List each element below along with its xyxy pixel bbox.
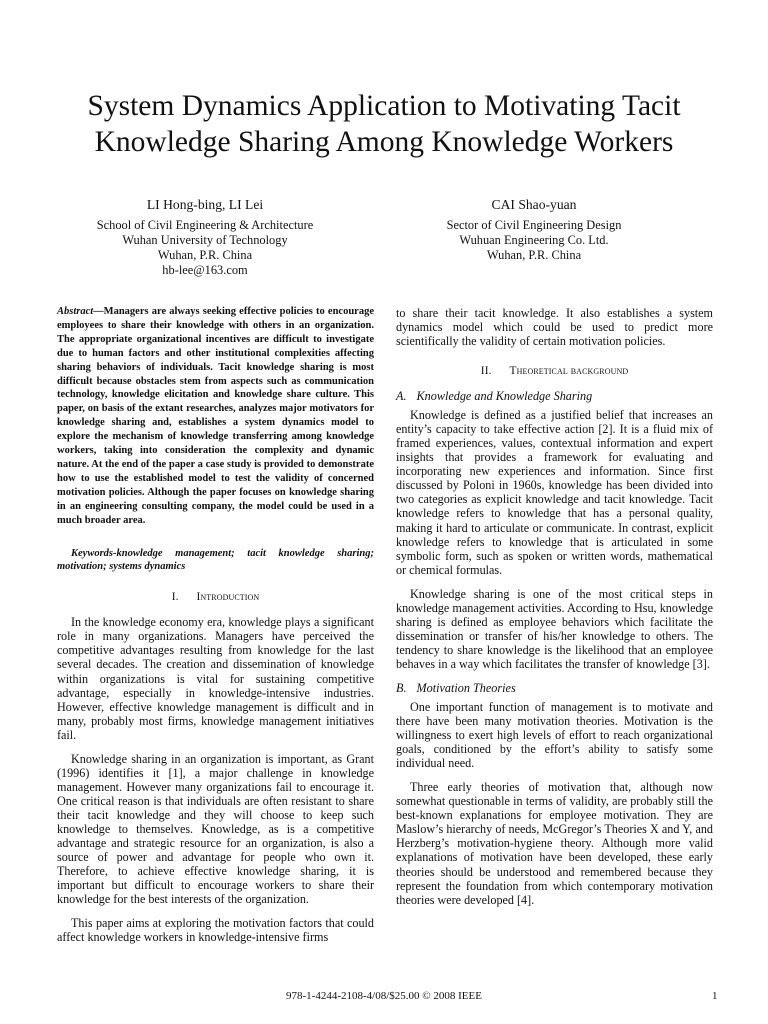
paragraph: Knowledge sharing is one of the most critical steps in knowledge management activities. According to Hsu, knowledge sharing is defined as employee behaviors which facilitate the dissemination or transfer of his/her knowledge to others. The tendency to share knowledge is the likelihood that an employee behaves in a way which facilitates the transfer of knowledge [3]. [396, 586, 713, 671]
paragraph: In the knowledge economy era, knowledge plays a significant role in many organizations. Managers have perceived the competitive advantages resulting from knowledge for the last several decades. The creation and dissemination of knowledge within organizations is vital for sustaining competitive advantage, especially in knowledge-intensive industries. However, effective knowledge management is difficult and in many, probably most firms, knowledge management initiatives fail. [57, 615, 374, 742]
paragraph: to share their tacit knowledge. It also establishes a system dynamics model which could be used to predict more scientifically the validity of certain motivation policies. [396, 306, 713, 349]
subsection-heading-a [396, 389, 713, 403]
paper-title [40, 88, 728, 160]
paragraph: This paper aims at exploring the motivation factors that could affect knowledge workers in knowledge-intensive firms [57, 916, 374, 945]
author-affiliation: Wuhuan Engineering Co. Ltd. [459, 233, 609, 247]
subsection-number: A. [396, 389, 407, 404]
author-name: LI Hong-bing, LI Lei [146, 197, 264, 212]
page-number: 1 [712, 990, 718, 1002]
paragraph: Three early theories of motivation that, although now somewhat questionable in terms of validity, are probably still the best-known explanations for employee motivation. They are Maslow’s hierarchy of needs, McGregor’s Theories X and Y, and Herzberg’s motivation-hygiene theory. Although more valid explanations of motivation have been developed, these early theories should be understood and remembered because they represent the foundation from which contemporary motivation theories were developed [4]. [396, 780, 713, 907]
section-number: II. [480, 365, 492, 378]
keywords: Keywords-knowledge management; tacit knowledge sharing; motivation; systems dynamics [57, 547, 374, 573]
abstract-text: Managers are always seeking effective policies to encourage employees to share their knowledge with others in an organization. The appropriate organizational incentives are difficult to investigate due to human factors and other institutional complexities affecting sharing behaviors of individuals. Tacit knowledge sharing is most difficult because obstacles stem from aspects such as communication technology, knowledge elicitation and knowledge share culture. This paper, on basis of the extant researches, analyzes major motivators for knowledge sharing and, establishes a system dynamics model to explore the mechanism of knowledge transferring among knowledge workers, taking into consideration the complexity and dynamic nature. At the end of the paper a case study is provided to demonstrate how to use the established model to test the validity of concerned motivation policies. Although the paper focuses on knowledge sharing in an engineering consulting company, the model could be used in a much broader area. [57, 306, 374, 526]
abstract-dash: — [93, 306, 104, 317]
copyright-footer: 978-1-4244-2108-4/08/$25.00 © 2008 IEEE [286, 990, 482, 1002]
section-heading-background [396, 364, 713, 378]
author-name: CAI Shao-yuan [491, 197, 577, 212]
subsection-heading-b [396, 681, 713, 695]
right-column [396, 306, 713, 917]
subsection-number: B. [396, 680, 407, 695]
subsection-label: Motivation Theories [416, 680, 516, 695]
section-heading-introduction [57, 590, 374, 604]
section-number: I. [171, 591, 179, 604]
title-line-1: System Dynamics Application to Motivating Tacit [87, 90, 681, 122]
paragraph: One important function of management is to motivate and there have been many motivation theories. Motivation is the willingness to exert high levels of effort to reach organizational goals, conditioned by the effort’s ability to satisfy some individual need. [396, 699, 713, 771]
paragraph: Knowledge sharing in an organization is important, as Grant (1996) identifies it [1], a major challenge in knowledge management. However many organizations fail to encourage it. One critical reason is that individuals are often resistant to share their tacit knowledge and they will choose to keep such knowledge to themselves. Knowledge, as is a competitive advantage and strategic resource for an organization, is also a source of power and advantage for people who own it. Therefore, to achieve effective knowledge sharing, it is important but difficult to encourage workers to share their knowledge for the best interests of the organization. [57, 751, 374, 907]
abstract [57, 305, 374, 528]
paragraph: Knowledge is defined as a justified belief that increases an entity’s capacity to take effective action [2]. It is a fluid mix of framed experiences, values, contextual information and expert insights that provides a framework for evaluating and incorporating new experiences and information. Since first discussed by Poloni in 1960s, knowledge has been divided into two categories as explicit knowledge and tacit knowledge. Tacit knowledge refers to knowledge that has a personal quality, making it hard to articulate or communicate. In contrast, explicit knowledge refers to knowledge that is articulated in some symbolic form, such as spoken or written words, mathematical or chemical formulas. [396, 408, 713, 577]
author-block-2 [384, 197, 684, 263]
author-email: hb-lee@163.com [162, 263, 248, 277]
section-label: Introduction [196, 591, 260, 604]
author-block-1 [55, 197, 355, 278]
title-line-2: Knowledge Sharing Among Knowledge Workers [94, 126, 674, 158]
section-label: Theoretical background [509, 365, 629, 378]
author-affiliation: School of Civil Engineering & Architecture [96, 218, 314, 232]
abstract-label: Abstract [57, 306, 94, 317]
author-affiliation: Wuhan, P.R. China [157, 248, 253, 262]
subsection-label: Knowledge and Knowledge Sharing [416, 389, 593, 404]
left-column [57, 305, 374, 954]
author-affiliation: Wuhan University of Technology [122, 233, 288, 247]
author-affiliation: Sector of Civil Engineering Design [446, 218, 622, 232]
author-affiliation: Wuhan, P.R. China [486, 248, 582, 262]
